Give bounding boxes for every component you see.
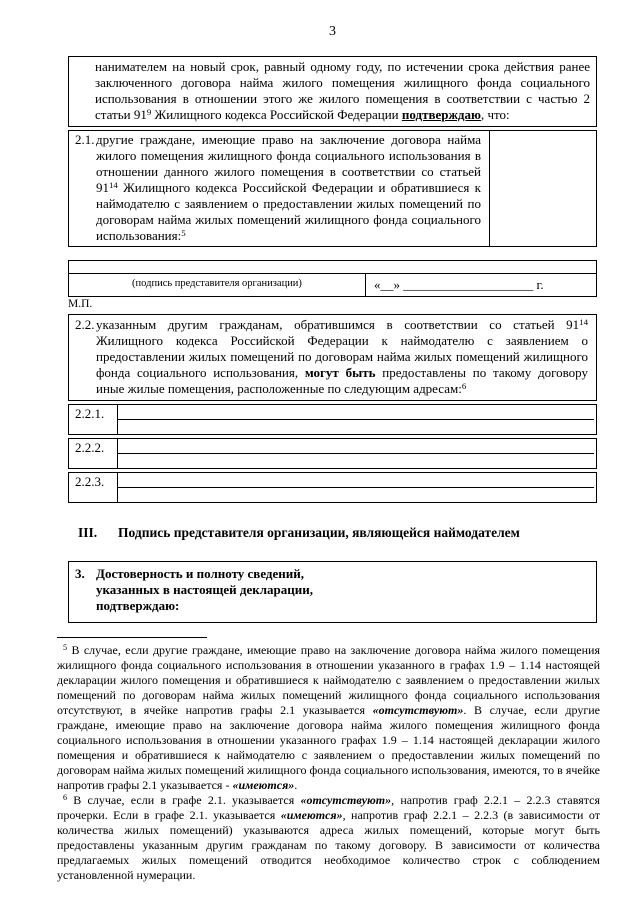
signature-field [69, 261, 596, 274]
section-iii-title: Подпись представителя организации, являющейся наймодателем [118, 525, 520, 540]
signature-caption: (подпись представителя организации) [69, 274, 366, 296]
section-iii-heading [68, 525, 597, 541]
row-3-line-2: указанных в настоящей декларации, [96, 582, 313, 597]
address-row-2-2-1 [68, 404, 597, 435]
address-line-field [118, 473, 594, 488]
row-2-1-answer-cell [490, 131, 596, 246]
address-row-2-2-2 [68, 438, 597, 469]
row-3-number: 3. [75, 566, 85, 581]
signature-caption-row [69, 274, 596, 296]
footnote-separator [57, 637, 207, 638]
row-2-2-paragraph [75, 317, 588, 397]
signature-block [68, 260, 597, 297]
address-row-number: 2.2.3. [75, 474, 105, 489]
address-row-2-2-3 [68, 472, 597, 503]
row-2-2-number: 2.2. [75, 317, 95, 332]
row-3-text: Достоверность и полноту сведений, [96, 566, 304, 581]
address-line-field [118, 488, 594, 502]
address-lines [117, 473, 594, 502]
footnote-5: $^5$ В случае, если другие граждане, имеющие право на заключение договора найма жилого помещения жилищного фонда социального использования в отношении указанного в графах 1.9 – 1.14 настоящей декларации жилого помещения и обратившиеся к наймодателю с заявлением о предоставлении жилых помещений по договорам найма жилых помещений жилищного фонда социального использования отсутствуют, в ячейке напротив графы 2.1 указывается «отсутствуют». В случае, если другие граждане, имеющие право на заключение договора найма жилого помещения жилищного фонда социального использования в отношении указанного графах 1.9 – 1.14 настоящей декларации жилого помещения и обратившиеся к наймодателю с заявлением о предоставлении жилых помещений по договорам найма жилых помещений жилищного фонда социального использования, имеются, то в ячейке напротив графы 2.1 указывается - «имеются». [57, 642, 600, 792]
address-line-field [118, 405, 594, 420]
row-3-line-1 [75, 566, 588, 582]
address-line-field [118, 420, 594, 434]
stamp-label: М.П. [68, 298, 93, 310]
page-number: 3 [329, 24, 336, 39]
intro-text: нанимателем на новый срок, равный одному году, по истечении срока действия ранее заключенного договора найма жилого помещения жилищного фонда социального использования в отношении этого же жилого помещения в соответствии с частью 2 статьи $91^9$ Жилищного кодекса Российской Федерации подтверждаю, что: [95, 59, 590, 122]
address-row-number: 2.2.1. [75, 406, 105, 421]
address-line-field [118, 439, 594, 454]
section-iii-numeral: III. [78, 525, 98, 540]
footnotes-section [57, 637, 600, 883]
intro-clause-box [68, 56, 597, 127]
row-2-1-paragraph [75, 132, 481, 244]
signature-date-field: «__» ____________________ г. [374, 277, 544, 292]
address-lines [117, 405, 594, 434]
footnote-6: $^6$ В случае, если в графе 2.1. указывается «отсутствуют», напротив граф 2.2.1 – 2.2.3 ставятся прочерки. Если в графе 2.1. указывается «имеются», напротив граф 2.2.1 – 2.2.3 (в зависимости от количества жилых помещений) указываются адреса жилых помещений, которые могут быть предоставлены указанным другим гражданам по такому договору. В зависимости от количества предлагаемых жилых помещений отводится необходимое количество строк с соблюдением установленной нумерации. [57, 792, 601, 882]
address-lines [117, 439, 594, 468]
row-2-1-text-cell [69, 131, 490, 246]
row-3 [68, 561, 597, 623]
row-2-1-number: 2.1. [75, 132, 95, 147]
row-3-line-3: подтверждаю: [96, 598, 180, 613]
row-2-2 [68, 314, 597, 401]
address-line-field [118, 454, 594, 468]
row-2-2-text: указанным другим гражданам, обратившимся в соответствии со статьей $91^{14}$ Жилищного кодекса Российской Федерации к наймодателю с заявлением о предоставлении жилых помещений по договорам найма жилых помещений жилищного фонда социального использования, могут быть предоставлены по такому договору иные жилые помещения, расположенные по следующим адресам:$^6$ [96, 316, 588, 396]
row-2-1-text: другие граждане, имеющие право на заключение договора найма жилого помещения жилищного фонда социального использования в отношении данного жилого помещения в соответствии со статьей $91^{14}$ Жилищного кодекса Российской Федерации и обратившиеся к наймодателю с заявлением о предоставлении жилых помещений по договорам найма жилых помещений жилищного фонда социального использования:$^5$ [96, 132, 481, 243]
row-2-1 [68, 130, 597, 247]
address-row-number: 2.2.2. [75, 440, 105, 455]
